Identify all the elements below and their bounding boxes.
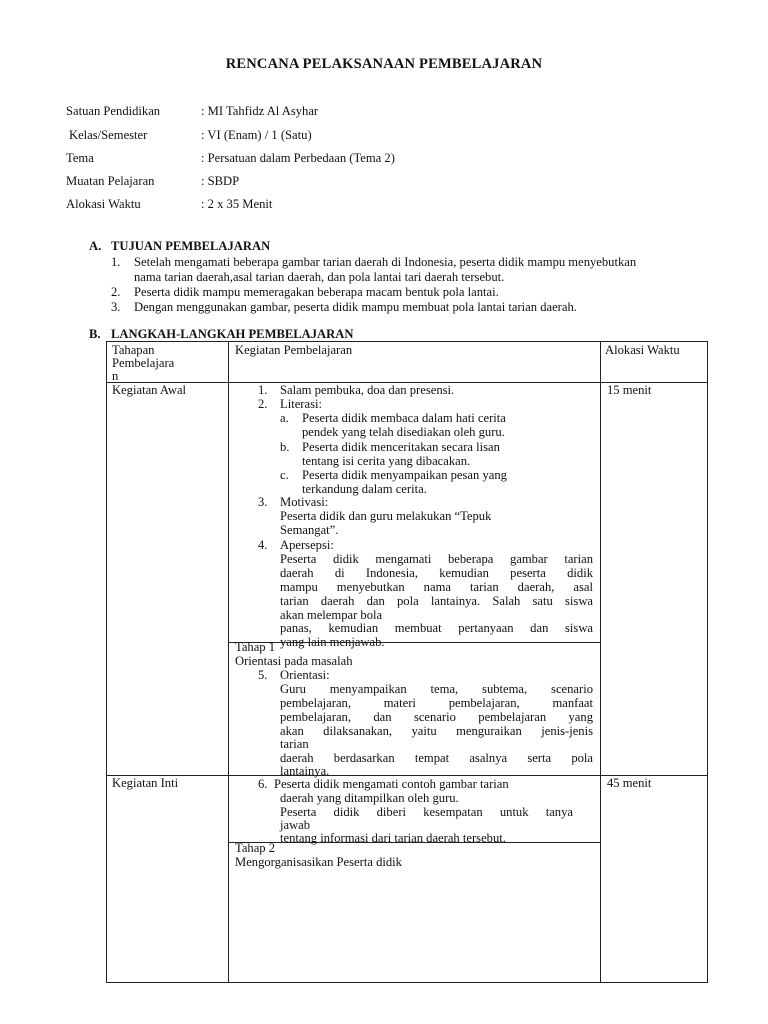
sub-item-line: Peserta didik menyampaikan pesan yang <box>302 468 507 482</box>
identity-label: Alokasi Waktu <box>66 197 141 211</box>
list-item-line: daerah di Indonesia, kemudian peserta didik <box>280 566 593 580</box>
list-item-line: yang lain menjawab. <box>280 635 385 649</box>
sub-item-line: tentang isi cerita yang dibacakan. <box>302 454 471 468</box>
stage-label: Kegiatan Awal <box>112 383 187 397</box>
list-number: 4. <box>258 538 268 552</box>
section-heading: LANGKAH-LANGKAH PEMBELAJARAN <box>111 327 354 341</box>
list-item-line: tarian <box>280 737 309 751</box>
identity-label: Muatan Pelajaran <box>66 174 155 188</box>
list-number: 2. <box>258 397 268 411</box>
header-text: Alokasi Waktu <box>605 343 680 357</box>
list-item-line: Peserta didik mengamati contoh gambar tarian <box>274 777 509 791</box>
tahap-title: Mengorganisasikan Peserta didik <box>235 855 402 869</box>
list-item-line: akan dilaksanakan, yaitu menguraikan jenis-jenis <box>280 724 593 738</box>
time-allocation: 45 menit <box>607 776 652 790</box>
list-number: 5. <box>258 668 268 682</box>
identity-label: Satuan Pendidikan <box>66 104 161 118</box>
list-item-line: Setelah mengamati beberapa gambar tarian daerah di Indonesia, peserta didik mampu menyebutkan <box>134 255 637 269</box>
list-item-text: Motivasi: <box>280 495 329 509</box>
list-item-line: jawab <box>280 818 311 832</box>
stage-label: Kegiatan Inti <box>112 776 179 790</box>
list-item-line: nama tarian daerah,asal tarian daerah, dan pola lantai tari daerah tersebut. <box>134 270 505 284</box>
list-item-line: Peserta didik mengamati beberapa gambar tarian <box>280 552 593 566</box>
list-number: 1. <box>111 255 121 269</box>
tahap-title: Orientasi pada masalah <box>235 654 353 668</box>
identity-label: Kelas/Semester <box>69 128 148 142</box>
stage-cell <box>107 776 229 983</box>
list-item-line: tarian daerah dan pola lantainya. Salah satu siswa <box>280 594 593 608</box>
section-heading: TUJUAN PEMBELAJARAN <box>111 239 271 253</box>
identity-value: : VI (Enam) / 1 (Satu) <box>201 128 312 142</box>
list-number: 6. <box>258 777 268 791</box>
tahap-2-block <box>229 842 600 982</box>
time-allocation: 15 menit <box>607 383 652 397</box>
tahap-label: Tahap 1 <box>235 640 276 654</box>
list-item-line: pembelajaran, dan scenario pembelajaran yang <box>280 710 593 724</box>
section-marker: B. <box>89 327 101 341</box>
list-item-line: Guru menyampaikan tema, subtema, scenario <box>280 682 593 696</box>
list-item-line: pembelajaran, materi pembelajaran, manfaat <box>280 696 593 710</box>
list-item-text: Apersepsi: <box>280 538 334 552</box>
learning-steps-table <box>106 341 708 983</box>
identity-value: : MI Tahfidz Al Asyhar <box>201 104 319 118</box>
list-item-text: Salam pembuka, doa dan presensi. <box>280 383 455 397</box>
list-item-line: Peserta didik diberi kesempatan untuk tanya <box>280 805 573 819</box>
header-alokasi <box>601 342 708 383</box>
sub-item-line: Peserta didik membaca dalam hati cerita <box>302 411 506 425</box>
list-number: 3. <box>111 300 121 314</box>
stage-cell <box>107 383 229 776</box>
list-item-line: Semangat”. <box>280 523 339 537</box>
sub-number: c. <box>280 468 289 482</box>
identity-value: : Persatuan dalam Perbedaan (Tema 2) <box>201 151 395 165</box>
header-text: Pembelajara <box>112 356 175 370</box>
identity-value: : SBDP <box>201 174 240 188</box>
sub-item-line: Peserta didik menceritakan secara lisan <box>302 440 500 454</box>
time-cell <box>601 776 708 983</box>
list-item-line: Dengan menggunakan gambar, peserta didik mampu membuat pola lantai tarian daerah. <box>134 300 577 314</box>
list-item-text: Orientasi: <box>280 668 330 682</box>
identity-value: : 2 x 35 Menit <box>201 197 273 211</box>
list-item-line: Peserta didik dan guru melakukan “Tepuk <box>280 509 492 523</box>
list-item-text: Literasi: <box>280 397 322 411</box>
list-number: 2. <box>111 285 121 299</box>
identity-label: Tema <box>66 151 94 165</box>
list-item-line: mampu menyebutkan nama tarian daerah, asal <box>280 580 593 594</box>
list-item-line: tentang informasi dari tarian daerah tersebut. <box>280 831 506 845</box>
list-item-line: daerah yang ditampilkan oleh guru. <box>280 791 459 805</box>
header-text: n <box>112 369 119 383</box>
section-marker: A. <box>89 239 102 253</box>
list-item-line: daerah berdasarkan tempat asalnya serta pola <box>280 751 593 765</box>
list-item-line: panas, kemudian membuat pertanyaan dan siswa <box>280 621 593 635</box>
list-item-line: akan melempar bola <box>280 608 383 622</box>
time-cell <box>601 383 708 776</box>
header-text: Tahapan <box>112 343 155 357</box>
page-title: RENCANA PELAKSANAAN PEMBELAJARAN <box>225 56 543 72</box>
sub-number: b. <box>280 440 290 454</box>
tahap-label: Tahap 2 <box>235 841 276 855</box>
activity-cell <box>229 776 601 983</box>
table-row <box>107 383 708 776</box>
tahap-1-block <box>229 640 600 778</box>
sub-item-line: terkandung dalam cerita. <box>302 482 427 496</box>
sub-number: a. <box>280 411 289 425</box>
sub-item-line: pendek yang telah disediakan oleh guru. <box>302 425 505 439</box>
header-tahapan <box>107 342 229 383</box>
header-text: Kegiatan Pembelajaran <box>235 343 353 357</box>
list-item-line: lantainya. <box>280 764 330 778</box>
header-kegiatan <box>229 342 601 383</box>
table-row <box>107 776 708 983</box>
table-header-row <box>107 342 708 383</box>
list-item-line: Peserta didik mampu memeragakan beberapa macam bentuk pola lantai. <box>134 285 499 299</box>
list-number: 1. <box>258 383 268 397</box>
activity-cell <box>229 383 601 776</box>
list-number: 3. <box>258 495 268 509</box>
